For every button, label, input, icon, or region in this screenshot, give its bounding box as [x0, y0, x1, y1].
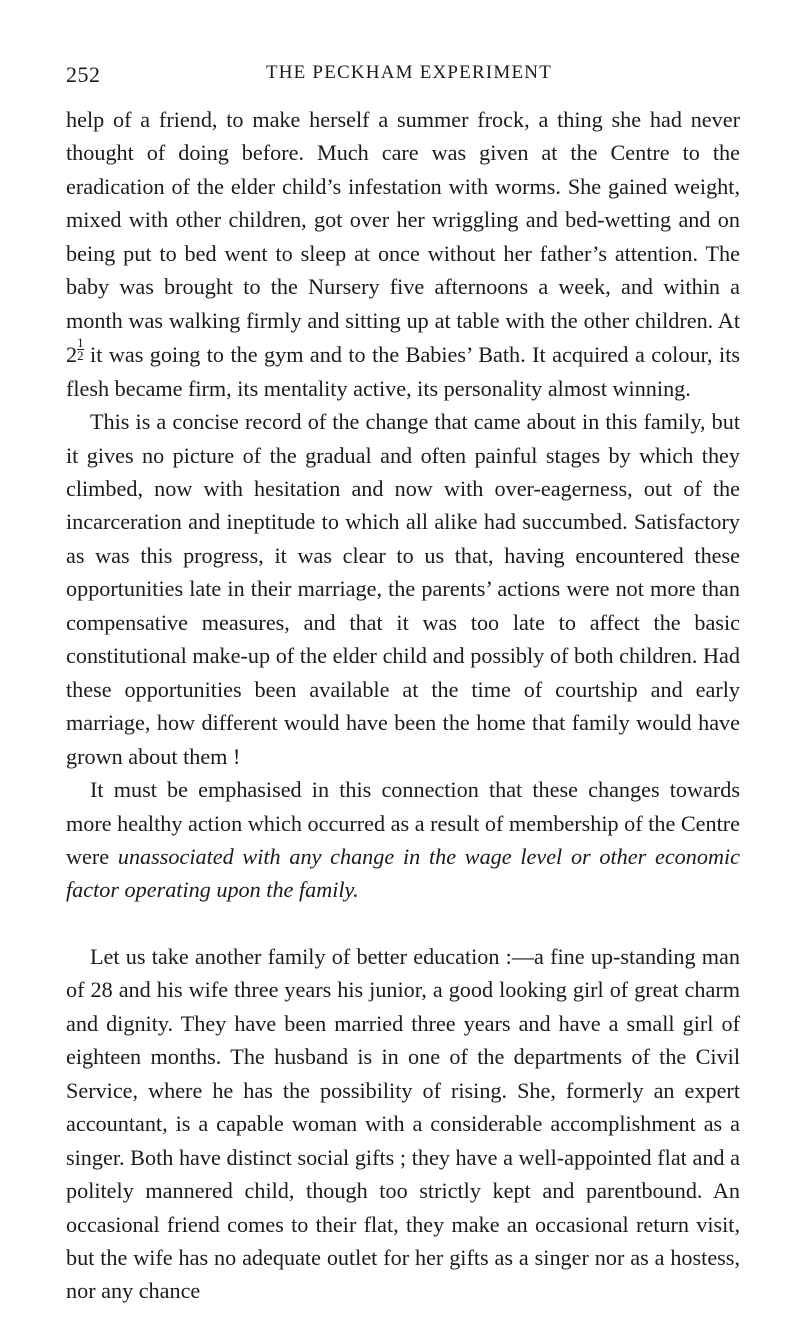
fraction-numerator: 1: [77, 335, 84, 351]
paragraph-1: [66, 103, 740, 405]
paragraph-3-italic: unassociated with any change in the wage level or other economic factor operating upon the family.: [66, 843, 740, 903]
mixed-fraction: [66, 335, 84, 368]
page-header: [66, 62, 742, 92]
paragraph-2: This is a concise record of the change that came about in this family, but it gives no picture of the gradual and often painful stages by which they climbed, now with hesitation and now with over-eagerness, out of the incarceration and ineptitude to which all alike had succumbed. Satisfactory as was this progress, it was clear to us that, having encountered these opportunities late in their marriage, the parents’ actions were not more than compensative measures, and that it was too late to affect the basic constitutional make-up of the elder child and possibly of both children. Had these opportunities been available at the time of courtship and early marriage, how different would have been the home that family would have grown about them !: [66, 409, 740, 769]
paragraph-1-text-after: it was going to the gym and to the Babies’ Bath. It acquired a colour, its flesh became firm, its mentality active, its personality almost winning.: [66, 342, 740, 401]
body-text: [66, 103, 740, 1308]
page-number: 252: [66, 62, 101, 87]
running-head: THE PECKHAM EXPERIMENT: [265, 62, 553, 83]
paragraph-4: Let us take another family of better education :—a fine up-standing man of 28 and his wife three years his junior, a good looking girl of great charm and dignity. They have been married three years and have a small girl of eighteen months. The husband is in one of the departments of the Civil Service, where he has the possibility of rising. She, formerly an expert accountant, is a capable woman with a considerable accomplishment as a singer. Both have distinct social gifts ; they have a well-appointed flat and a politely mannered child, though too strictly kept and parentbound. An occasional friend comes to their flat, they make an occasional return visit, but the wife has no adequate outlet for her gifts as a singer nor as a hostess, nor any chance: [66, 943, 740, 1304]
paragraph-3-text: It must be emphasised in this connection that these changes towards more healthy action which occurred as a result of membership of the Centre were: [66, 777, 741, 869]
paragraph-3: [66, 773, 740, 907]
paragraph-spacer: [66, 907, 740, 940]
paragraph-1-text: help of a friend, to make herself a summer frock, a thing she had never thought of doing before. Much care was given at the Centre to the eradication of the elder child’s infestation with worms. She gained weight, mixed with other children, got over her wriggling and bed-wetting and on being put to bed went to sleep at once without her father’s attention. The baby was brought to the Nursery five afternoons a week, and within a month was walking firmly and sitting up at table with the other children. At: [66, 107, 740, 333]
fraction-whole: 2: [66, 342, 78, 368]
fraction-denominator: 2: [77, 348, 84, 364]
